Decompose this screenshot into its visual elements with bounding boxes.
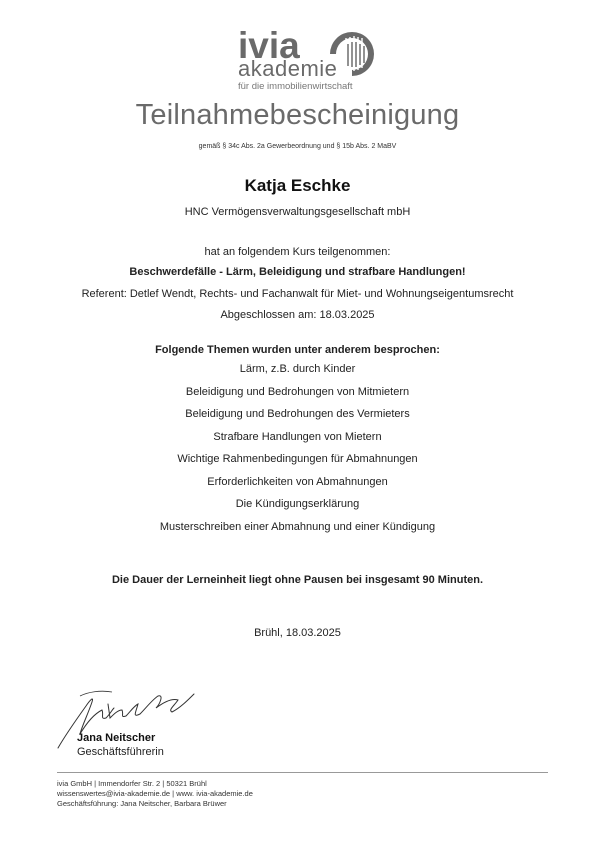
- course-referent: Referent: Detlef Wendt, Rechts- und Fachanwalt für Miet- und Wohnungseigentumsrecht: [81, 288, 514, 300]
- topics-list: [0, 362, 595, 542]
- document-title: Teilnahmebescheinigung: [135, 99, 460, 131]
- logo: [0, 14, 595, 92]
- footer-management: Geschäftsführung: Jana Neitscher, Barbara Brüwer: [57, 799, 227, 808]
- list-item: Wichtige Rahmenbedingungen für Abmahnungen: [177, 453, 418, 465]
- list-item: Strafbare Handlungen von Mietern: [213, 430, 382, 443]
- logo-tagline: für die immobilienwirtschaft: [238, 81, 353, 92]
- footer-contact: wissenswertes@ivia-akademie.de | www. ivia-akademie.de: [57, 789, 253, 798]
- completion-date: Abgeschlossen am: 18.03.2025: [220, 309, 375, 321]
- topics-heading: Folgende Themen wurden unter anderem besprochen:: [155, 344, 440, 356]
- footer-address: ivia GmbH | Immendorfer Str. 2 | 50321 Brühl: [57, 779, 207, 788]
- list-item: Die Kündigungserklärung: [235, 498, 360, 510]
- list-item: Beleidigung und Bedrohungen von Mitmietern: [185, 385, 410, 398]
- logo-brand: ivia: [238, 25, 300, 66]
- place-date: Brühl, 18.03.2025: [254, 627, 341, 639]
- footer: [57, 779, 253, 809]
- logo-subtitle: akademie: [238, 56, 338, 81]
- course-intro: hat an folgendem Kurs teilgenommen:: [204, 246, 391, 258]
- signer-name: Jana Neitscher: [77, 732, 156, 744]
- legal-basis: gemäß § 34c Abs. 2a Gewerbeordnung und § 15b Abs. 2 MaBV: [198, 143, 397, 150]
- signer-role: Geschäftsführerin: [77, 746, 164, 758]
- participant-company: HNC Vermögensverwaltungsgesellschaft mbH: [184, 206, 411, 218]
- footer-divider: [57, 772, 548, 773]
- course-duration: Die Dauer der Lerneinheit liegt ohne Pausen bei insgesamt 90 Minuten.: [111, 574, 484, 586]
- participant-name: Katja Eschke: [244, 176, 351, 195]
- list-item: Lärm, z.B. durch Kinder: [239, 363, 356, 375]
- list-item: Erforderlichkeiten von Abmahnungen: [207, 475, 388, 488]
- course-title: Beschwerdefälle - Lärm, Beleidigung und strafbare Handlungen!: [129, 266, 466, 278]
- list-item: Beleidigung und Bedrohungen des Vermieters: [185, 408, 410, 420]
- list-item: Musterschreiben einer Abmahnung und einer Kündigung: [159, 520, 436, 533]
